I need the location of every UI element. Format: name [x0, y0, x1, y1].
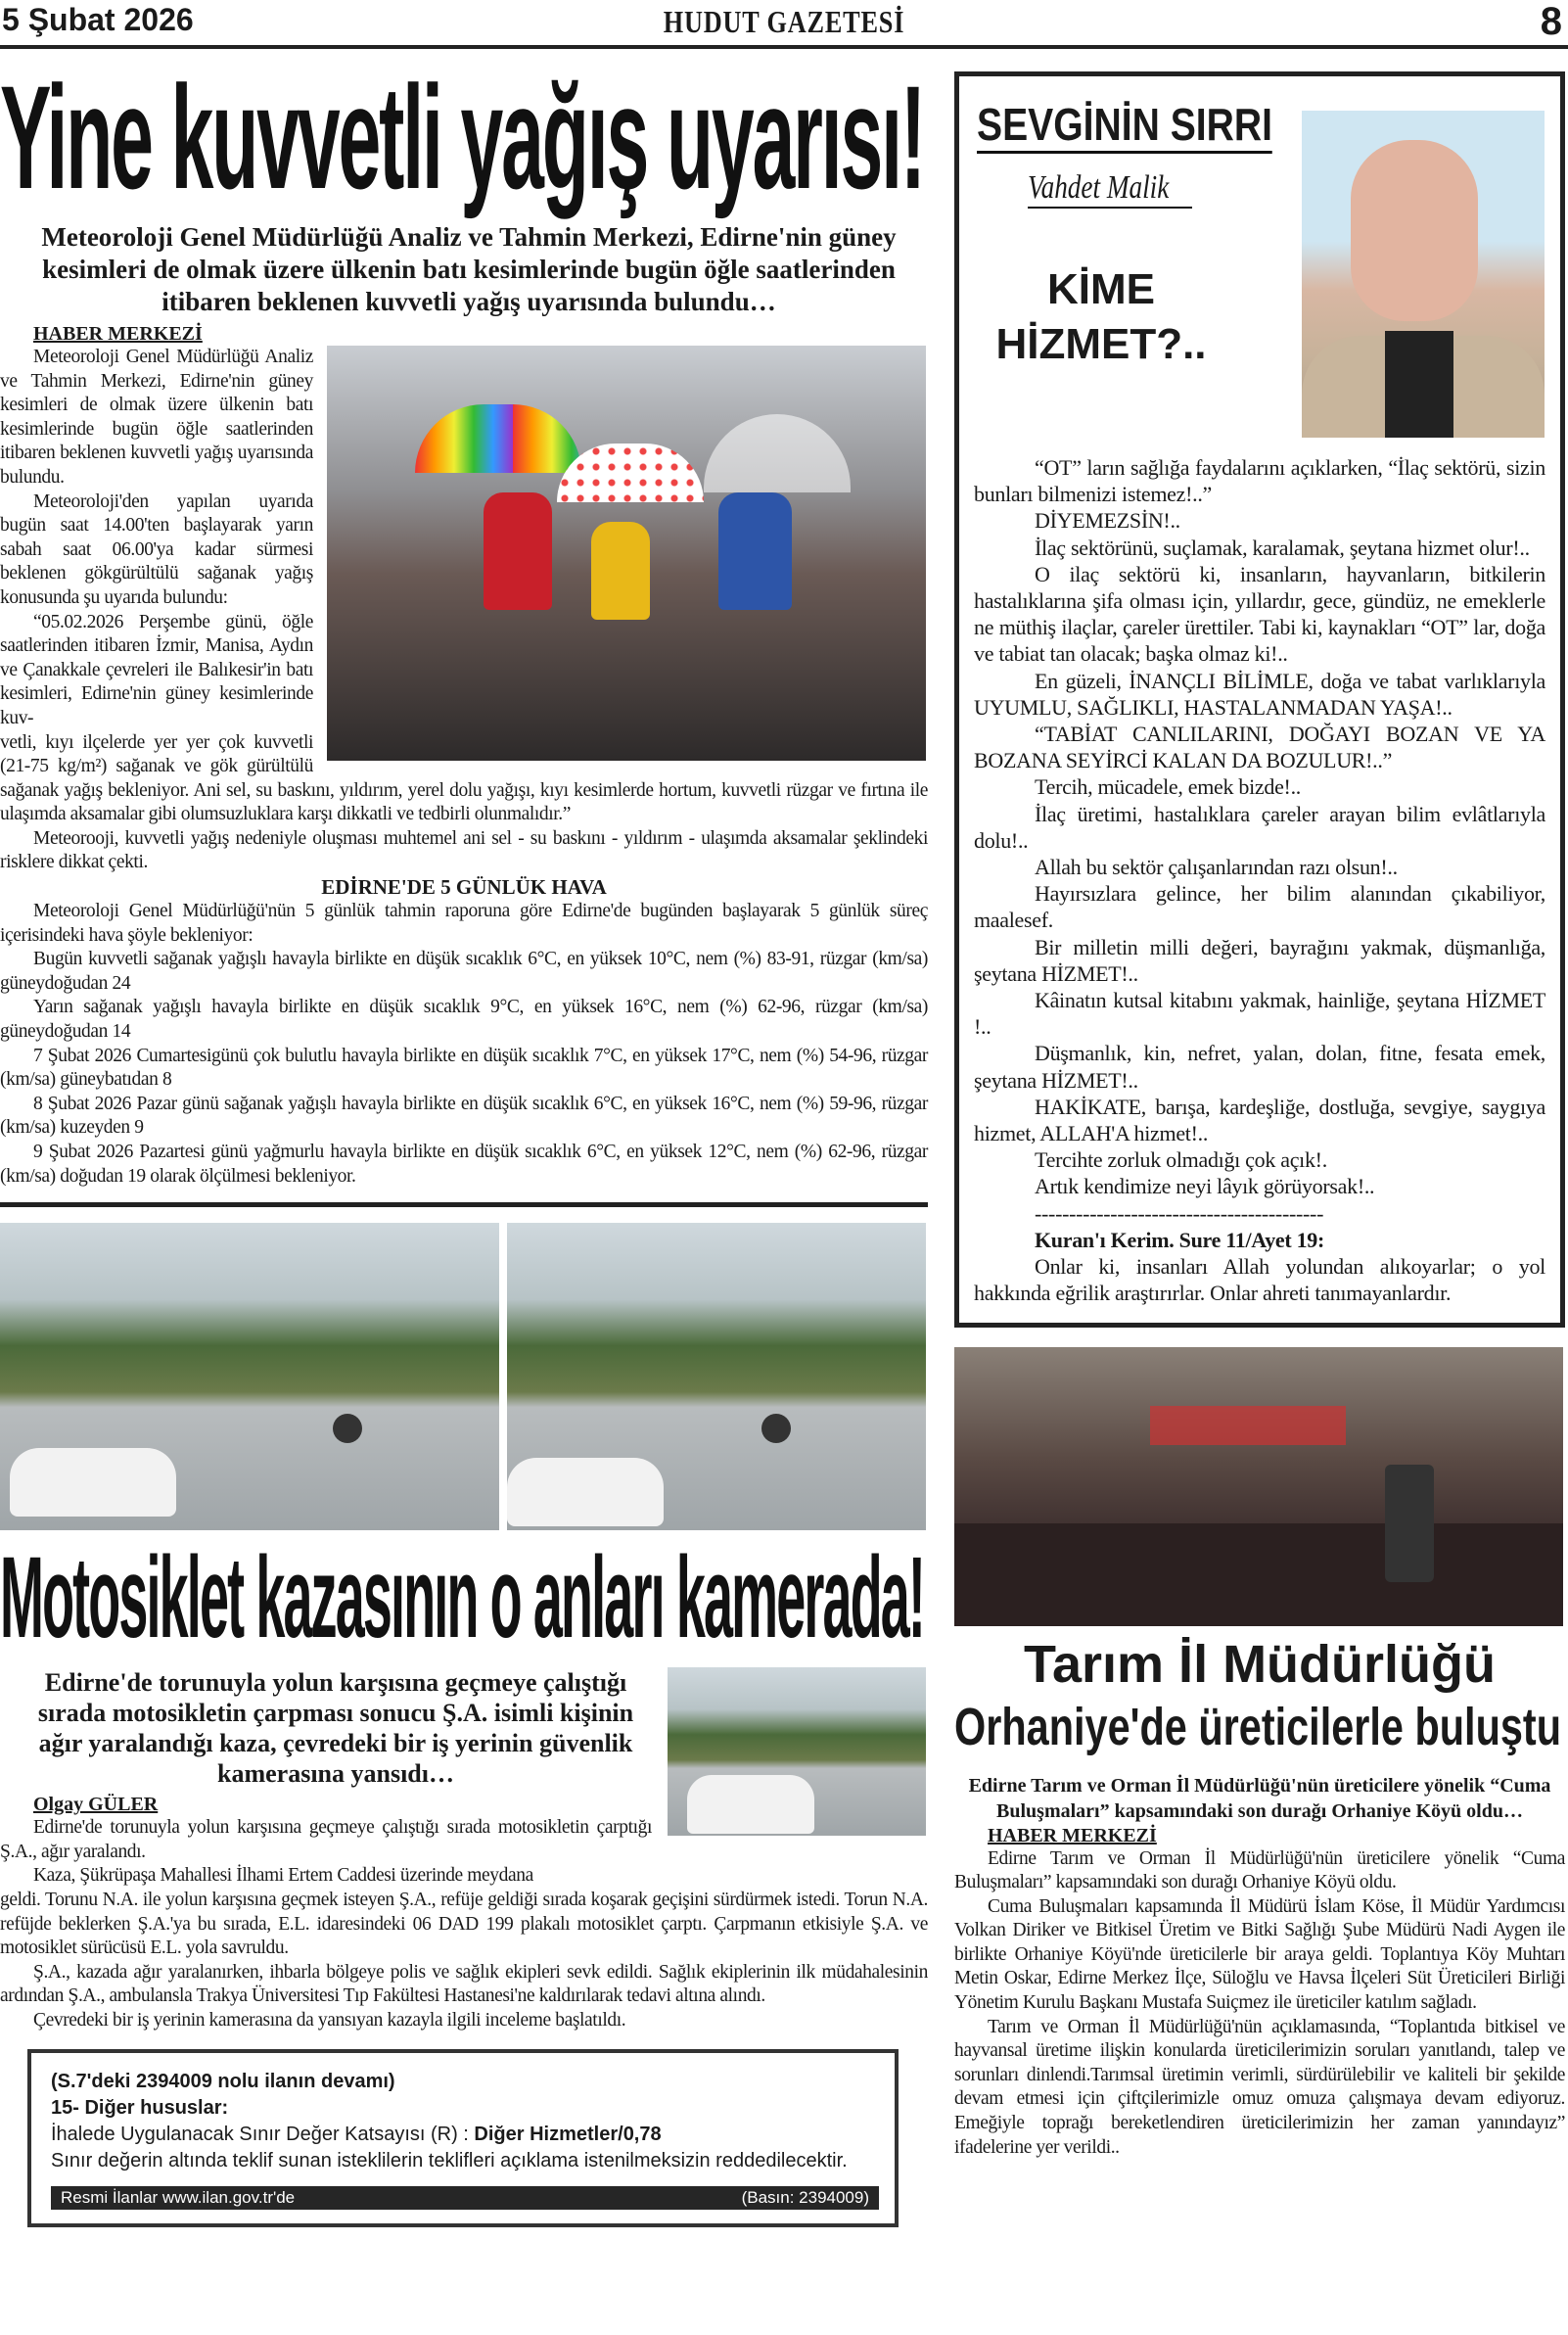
ad-footer-right: (Basın: 2394009)	[741, 2187, 869, 2207]
paragraph: Hayırsızlara gelince, her bilim alanından çıkabiliyor, maalesef.	[974, 881, 1545, 933]
column-title-line-1: KİME	[1047, 265, 1155, 313]
paragraph: Bugün kuvvetli sağanak yağışlı havayla birlikte en düşük sıcaklık 6°C, en yüksek 10°C, nem (%) 83-91, rüzgar (km/sa) güneydoğudan 24	[0, 949, 928, 994]
separator: ------------------------------------------	[1035, 1200, 1324, 1226]
paragraph: Tercihte zorluk olmadığı çok açık!.	[1035, 1147, 1327, 1173]
paragraph: Tarım ve Orman İl Müdürlüğü'nün açıklamasında, “Toplantıda bitkisel ve hayvansal üretime ilişkin konularda üreticilerimizin soruları yanıtlandı, talep ve sorunları dinlendi.Tarımsal üretimin verimli, sürdürülebilir ve kaliteli bir şekilde devam etmesi için çiftçilerimizle omuz omuza çalışmaya devam ediyoruz. Emeğiyle toprağı bereketlendiren üreticilerimizin her zaman yanındayız” ifadelerine yer verildi..	[954, 2016, 1565, 2158]
ad-footer-left: Resmi İlanlar www.ilan.gov.tr'de	[61, 2187, 296, 2207]
header-rule	[0, 45, 1568, 49]
paragraph: Tercih, mücadele, emek bizde!..	[1035, 774, 1301, 800]
column-body	[974, 454, 1545, 1307]
farm-deck: Edirne Tarım ve Orman İl Müdürlüğü'nün üreticilere yönelik “Cuma Buluşmaları” kapsamındaki son durağı Orhaniye Köyü oldu…	[968, 1774, 1551, 1822]
paragraph: vetli, kıyı ilçelerde yer yer çok kuvvetli (21-75 kg/m²) sağanak ve gök gürültülü sağanak yağış bekleniyor. Ani sel, su baskını, yıldırım, yerel dolu yağışı, kıyı kesimlerde hortum, kuvvetli rüzgar ve fırtına ile ulaşımda aksamalar gibi olumsuzluklara karşı dikkatli ve tedbirli olunmalıdır.”	[0, 731, 928, 825]
paragraph: Meteoroloji'den yapılan uyarıda bugün saat 14.00'ten başlayarak yarın sabah saat 06.00'ya kadar sürmesi beklenen gökgürültülü sağanak yağış konusunda şu uyarıda bulundu:	[0, 490, 313, 608]
crash-camera-photo-2	[507, 1223, 926, 1530]
right-column	[954, 71, 1565, 2160]
weather-headline-wrap	[0, 55, 928, 221]
paragraph: Edirne'de torunuyla yolun karşısına geçmeye çalıştığı sırada motosikletin çarptığı Ş.A., ağır yaralandı.	[0, 1817, 652, 1862]
column-series-title: SEVGİNİN SIRRI	[977, 98, 1272, 154]
column-head	[974, 76, 1545, 454]
paragraph: İlaç sektörünü, suçlamak, karalamak, şeytana hizmet olur!..	[1035, 535, 1530, 560]
farm-headline-line-1: Tarım İl Müdürlüğü	[1024, 1634, 1496, 1694]
paragraph: HAKİKATE, barışa, kardeşliğe, dostluğa, sevgiye, saygıya hizmet, ALLAH'A hizmet!..	[974, 1094, 1545, 1146]
paragraph: En güzeli, İNANÇLI BİLİMLE, doğa ve tabat varlıklarıyla UYUMLU, SAĞLIKLI, HASTALANMADAN YAŞA!..	[974, 668, 1545, 720]
paragraph: Cuma Buluşmaları kapsamında İl Müdürü İslam Köse, İl Müdür Yardımcısı Volkan Diriker ve Bitkisel Üretim ve Bitki Sağlığı Şube Müdürü Nadi Aygen ile birlikte Orhaniye Köyü'nde üreticilerle bir araya geldi. Toplantıya Köy Muhtarı Metin Oskar, Edirne Merkez İlçe, Süloğlu ve Havsa İlçeleri Süt Üreticileri Birliği Yönetim Kurulu Başkanı Mustafa Suiçmez ile üreticiler katılım sağladı.	[954, 1895, 1565, 2014]
paragraph: 9 Şubat 2026 Pazartesi günü yağmurlu havayla birlikte en düşük sıcaklık 6°C, en yüksek 12°C, nem (%) 62-96, rüzgar (km/sa) doğudan 19 olarak ölçülmesi bekleniyor.	[0, 1142, 928, 1187]
paragraph: Düşmanlık, kin, nefret, yalan, dolan, fitne, fesata emek, şeytana HİZMET!..	[974, 1041, 1545, 1093]
farm-headline-line-1-wrap	[954, 1634, 1565, 1697]
paragraph: O ilaç sektörü ki, insanların, hayvanların, bitkilerin hastalıklarına şifa olması için, yıllardır, gece, gündüz, ne emeklerle ne müthiş ilaçlar, çareler ürettiler. Tabi ki, kaynakları “OT” lar, doğa ve tabiat tan olacak; başka olmaz ki!..	[974, 561, 1545, 667]
ad-line-3: İhalede Uygulanacak Sınır Değer Katsayısı (R) :	[51, 2123, 475, 2145]
crash-camera-photo-1	[0, 1223, 499, 1530]
paragraph: Artık kendimize neyi lâyık görüyorsak!..	[1035, 1174, 1375, 1199]
paragraph: İlaç üretimi, hastalıklara çareler arayan bilim evlâtlarıyla dolu!..	[974, 801, 1545, 853]
crash-photo-row	[0, 1223, 928, 1530]
children-umbrellas-photo	[327, 346, 926, 761]
farm-headline-line-2-wrap	[954, 1697, 1565, 1759]
paragraph: Edirne Tarım ve Orman İl Müdürlüğü'nün üreticilere yönelik “Cuma Buluşmaları” kapsamındaki son durağı Orhaniye Köyü oldu.	[954, 1847, 1565, 1893]
paragraph: Allah bu sektör çalışanlarından razı olsun!..	[1035, 855, 1398, 880]
paragraph: Meteoroloji Genel Müdürlüğü'nün 5 günlük tahmin raporuna göre Edirne'de bugünden başlayarak 5 günlük süreç içerisindeki hava şöyle bekleniyor:	[0, 901, 928, 946]
weather-byline: HABER MERKEZİ	[33, 323, 203, 345]
ad-line-4: Sınır değerin altında teklif sunan isteklilerin teklifleri açıklama istenilmeksizin reddedilecektir.	[51, 2149, 848, 2172]
paragraph: Ş.A., kazada ağır yaralanırken, ihbarla bölgeye polis ve sağlık ekipleri sevk edildi. Sağlık ekiplerinin ilk müdahalesinin ardından Ş.A., ambulansla Trakya Üniversitesi Tıp Fakültesi Hastanesi'ne kaldırılarak tedavi altına alındı.	[0, 1961, 928, 2007]
paragraph: Çevredeki bir iş yerinin kamerasına da yansıyan kazayla ilgili inceleme başlatıldı.	[33, 2009, 626, 2031]
paragraph: “OT” ların sağlığa faydalarını açıklarken, “İlaç sektörü, sizin bunları bilmenizi istemez!..”	[974, 455, 1545, 507]
farm-body	[954, 1847, 1565, 2161]
issue-date: 5 Şubat 2026	[2, 2, 194, 37]
farmers-meeting-photo	[954, 1347, 1563, 1626]
section-rule	[0, 1202, 928, 1207]
crash-camera-photo-3	[668, 1667, 926, 1836]
column-title-line-2: HİZMET?..	[995, 320, 1207, 368]
paragraph: Meteorooji, kuvvetli yağış nedeniyle oluşması muhtemel ani sel - su baskını - yıldırım - ulaşımda aksamalar şeklindeki risklere dikkat çekti.	[0, 827, 928, 873]
crash-headline: Motosiklet kazasının o anları kamerada!	[0, 1533, 925, 1663]
verse-text: Onlar ki, insanları Allah yolundan alıkoyarlar; o yol hakkında eğrilik araştırırlar. Onlar ahreti tanımayanlardır.	[974, 1254, 1545, 1306]
ad-line-1: (S.7'deki 2394009 nolu ilanın devamı)	[51, 2070, 395, 2092]
left-column	[0, 55, 928, 2237]
farm-byline: HABER MERKEZİ	[988, 1824, 1157, 1846]
official-notice-ad	[27, 2049, 899, 2227]
paragraph: geldi. Torunu N.A. ile yolun karşısına geçmek isteyen Ş.A., refüje geldiği sırada koşarak geçişini sürdürmek istedi. Torun N.A. refüjde beklerken Ş.A.'ya bu sırada, E.L. idaresindeki 06 DAD 199 plakalı motosiklet çarptı. Çarpmanın etkisiyle Ş.A. ve motosiklet sürücüsü E.L. yola savruldu.	[0, 1889, 928, 1959]
masthead: HUDUT GAZETESİ	[663, 4, 905, 39]
paragraph: Meteoroloji Genel Müdürlüğü Analiz ve Tahmin Merkezi, Edirne'nin güney kesimleri de olmak üzere ülkenin batı kesimlerinde bugün öğle saatlerinden itibaren beklenen kuvvetli yağış uyarısında bulundu.	[0, 347, 313, 488]
paragraph: Kaza, Şükrüpaşa Mahallesi İlhami Ertem Caddesi üzerinde meydana	[33, 1865, 533, 1887]
paragraph: Bir milletin milli değeri, bayrağını yakmak, düşmanlığa, şeytana HİZMET!..	[974, 934, 1545, 986]
column-title	[979, 262, 1223, 372]
ad-line-3-value: Diğer Hizmetler/0,78	[474, 2123, 662, 2145]
crash-deck: Edirne'de torunuyla yolun karşısına geçmeye çalıştığı sırada motosikletin çarpması sonucu Ş.A. isimli kişinin ağır yaralandığı kaza, çevredeki bir iş yerinin güvenlik kamerasına yansıdı…	[37, 1668, 634, 1789]
column-author: Vahdet Malik	[1028, 169, 1192, 209]
paragraph: Yarın sağanak yağışlı havayla birlikte en düşük sıcaklık 9°C, en yüksek 16°C, nem (%) 62-96, rüzgar (km/sa) güneydoğudan 14	[0, 997, 928, 1043]
forecast-subhead: EDİRNE'DE 5 GÜNLÜK HAVA	[321, 875, 607, 900]
paragraph: Kâinatın kutsal kitabını yakmak, hainliğe, şeytana HİZMET !..	[974, 988, 1545, 1040]
weather-body	[0, 346, 928, 1189]
paragraph: 8 Şubat 2026 Pazar günü sağanak yağışlı havayla birlikte en düşük sıcaklık 6°C, en yüksek 16°C, nem (%) 59-96, rüzgar (km/sa) kuzeyden 9	[0, 1093, 928, 1139]
farm-headline-line-2: Orhaniye'de üreticilerle buluştu	[954, 1697, 1562, 1756]
author-portrait	[1302, 111, 1545, 438]
crash-body	[0, 1667, 928, 2032]
crash-headline-wrap	[0, 1530, 928, 1663]
ad-footer-bar	[51, 2186, 879, 2210]
verse-title: Kuran'ı Kerim. Sure 11/Ayet 19:	[1035, 1227, 1325, 1252]
ad-line-2: 15- Diğer hususlar:	[51, 2096, 229, 2119]
crash-byline: Olgay GÜLER	[33, 1794, 159, 1816]
paragraph: “TABİAT CANLILARINI, DOĞAYI BOZAN VE YA BOZANA SEYİRCİ KALAN DA BOZULUR!..”	[974, 722, 1545, 773]
paragraph: 7 Şubat 2026 Cumartesigünü çok bulutlu havayla birlikte en düşük sıcaklık 7°C, en yüksek 17°C, nem (%) 54-96, rüzgar (km/sa) güneybatıdan 8	[0, 1045, 928, 1091]
paragraph: DİYEMEZSİN!..	[1035, 508, 1180, 534]
opinion-column-box	[954, 71, 1565, 1328]
paragraph: “05.02.2026 Perşembe günü, öğle saatlerinden itibaren İzmir, Manisa, Aydın ve Çanakkale çevreleri ile Balıkesir'in batı kesimleri, Edirne'nin güney kesimlerinde kuv-	[0, 611, 313, 728]
page-number: 8	[1540, 0, 1562, 43]
weather-headline: Yine kuvvetli yağış uyarısı!	[0, 55, 924, 219]
weather-deck: Meteoroloji Genel Müdürlüğü Analiz ve Tahmin Merkezi, Edirne'nin güney kesimleri de olmak üzere ülkenin batı kesimlerinde bugün öğle saatlerinden itibaren beklenen kuvvetli yağış uyarısında bulundu…	[41, 222, 897, 316]
